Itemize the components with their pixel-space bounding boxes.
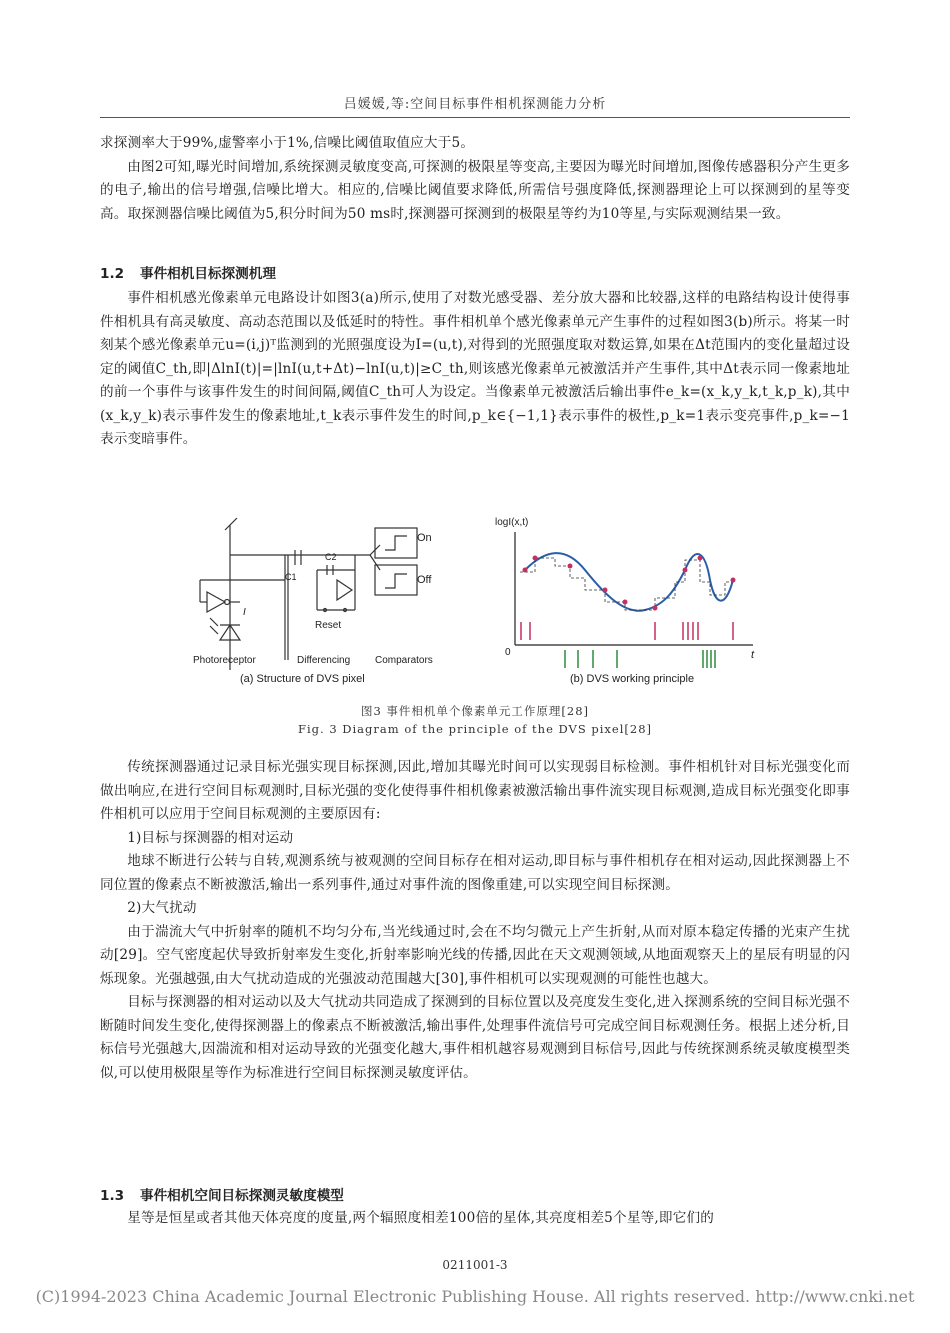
dvs-working-principle-plot <box>515 532 753 668</box>
figure-3 <box>185 510 770 695</box>
copyright-footer: (C)1994-2023 China Academic Journal Electronic Publishing House. All rights reserved. http://www.cnki.net <box>35 1287 915 1306</box>
label-reset: Reset <box>315 620 342 631</box>
figure-caption-cn: 图3 事件相机单个像素单元工作原理[28] <box>360 704 590 718</box>
paragraph-3: 传统探测器通过记录目标光强实现目标探测,因此,增加其曝光时间可以实现弱目标检测。事件相机针对目标光强变化而做出响应,在进行空间目标观测时,目标光强的变化使得事件相机像素被激活输出事件流实现目标观测,造成目标光强变化即事件相机可以应用于空间目标观测的主要原因有: <box>100 759 850 822</box>
dvs-pixel-schematic <box>200 518 417 670</box>
paragraph-6: 目标与探测器的相对运动以及大气扰动共同造成了探测到的目标位置以及亮度发生变化,进入探测系统的空间目标光强不断随时间发生变化,使得探测器上的像素点不断被激活,输出事件,处理事件流信号可完成空间目标观测任务。根据上述分析,目标信号光强越大,因湍流和相对运动导致的光强变化越大,事件相机越容易观测到目标信号,因此与传统探测系统灵敏度模型类似,可以使用极限星等作为标准进行空间目标探测灵敏度评估。 <box>100 994 850 1081</box>
section-heading-1-3 <box>100 1184 344 1204</box>
section-title: 事件相机空间目标探测灵敏度模型 <box>140 1188 344 1204</box>
section-number: 1.2 <box>100 266 125 282</box>
body-block-1 <box>100 132 850 226</box>
paragraph-7: 星等是恒星或者其他天体亮度的度量,两个辐照度相差100倍的星体,其亮度相差5个星等,即它们的 <box>127 1210 715 1226</box>
body-block-4 <box>100 1207 850 1231</box>
page-number: 0211001-3 <box>442 1258 508 1272</box>
section-heading-1-2 <box>100 262 276 282</box>
figure-caption-en: Fig. 3 Diagram of the principle of the DVS pixel[28] <box>297 722 652 736</box>
body-block-3 <box>100 756 850 1085</box>
caption-a: (a) Structure of DVS pixel <box>240 673 365 685</box>
label-c1: C1 <box>285 572 297 582</box>
section-number: 1.3 <box>100 1188 125 1204</box>
paragraph-5: 由于湍流大气中折射率的随机不均匀分布,当光线通过时,会在不均匀微元上产生折射,从而对原本稳定传播的光束产生扰动[29]。空气密度起伏导致折射率发生变化,折射率影响光线的传播,因此在天文观测领域,从地面观察天上的星辰有明显的闪烁现象。光强越强,由大气扰动造成的光强波动范围越大[30],事件相机可以实现观测的可能性也越大。 <box>100 923 850 987</box>
plot-ylabel: logI(x,t) <box>495 517 529 528</box>
paragraph-4: 地球不断进行公转与自转,观测系统与被观测的空间目标存在相对运动,即目标与事件相机存在相对运动,因此探测器上不同位置的像素点不断被激活,输出一系列事件,通过对事件流的图像重建,可以实现空间目标探测。 <box>100 853 850 893</box>
label-photoreceptor: Photoreceptor <box>193 655 256 666</box>
running-header: 吕媛媛,等:空间目标事件相机探测能力分析 <box>343 97 607 112</box>
body-block-2 <box>100 287 850 452</box>
paragraph-2: 事件相机感光像素单元电路设计如图3(a)所示,使用了对数光感受器、差分放大器和比较器,这样的电路结构设计使得事件相机具有高灵敏度、高动态范围以及低延时的特性。事件相机单个感光像素单元产生事件的过程如图3(b)所示。将某一时刻某个感光像素单元u=(i,j)ᵀ监测到的光照强度设为I=(u,t),对得到的光照强度取对数运算,如果在Δt范围内的变化量超过设定的阈值C_th,即|ΔlnI(t)|=|lnI(u,t+Δt)−lnI(u,t)|≥C_th,则该感光像素单元被激活并产生事件,其中Δt表示同一像素地址的前一个事件与该事件发生的时间间隔,阈值C_th可人为设定。当像素单元被激活后输出事件e_k=(x_k,y_k,t_k,p_k),其中(x_k,y_k)表示事件发生的像素地址,t_k表示事件发生的时间,p_k∈{−1,1}表示事件的极性,p_k=1表示变亮事件,p_k=−1表示变暗事件。 <box>100 290 850 447</box>
plot-origin: 0 <box>505 647 511 658</box>
label-c2: C2 <box>325 552 337 562</box>
label-comparators: Comparators <box>375 655 433 666</box>
label-on: On <box>417 532 432 544</box>
paragraph-0: 求探测率大于99%,虚警率小于1%,信噪比阈值取值应大于5。 <box>100 135 475 151</box>
paragraph-1: 由图2可知,曝光时间增加,系统探测灵敏度变高,可探测的极限星等变高,主要因为曝光时间增加,图像传感器积分产生更多的电子,输出的信号增强,信噪比增大。相应的,信噪比阈值要求降低,所需信号强度降低,探测器理论上可以探测到的星等变高。取探测器信噪比阈值为5,积分时间为50 ms时,探测器可探测到的极限星等约为10等星,与实际观测结果一致。 <box>100 158 850 222</box>
label-i: I <box>243 607 246 618</box>
caption-b: (b) DVS working principle <box>570 673 695 685</box>
list-item-2: 2)大气扰动 <box>127 900 197 916</box>
plot-xlabel: t <box>751 649 755 661</box>
label-off: Off <box>417 574 432 586</box>
list-item-1: 1)目标与探测器的相对运动 <box>127 829 294 846</box>
label-differencing: Differencing <box>297 655 351 666</box>
header-rule <box>100 117 850 118</box>
section-title: 事件相机目标探测机理 <box>140 266 276 282</box>
